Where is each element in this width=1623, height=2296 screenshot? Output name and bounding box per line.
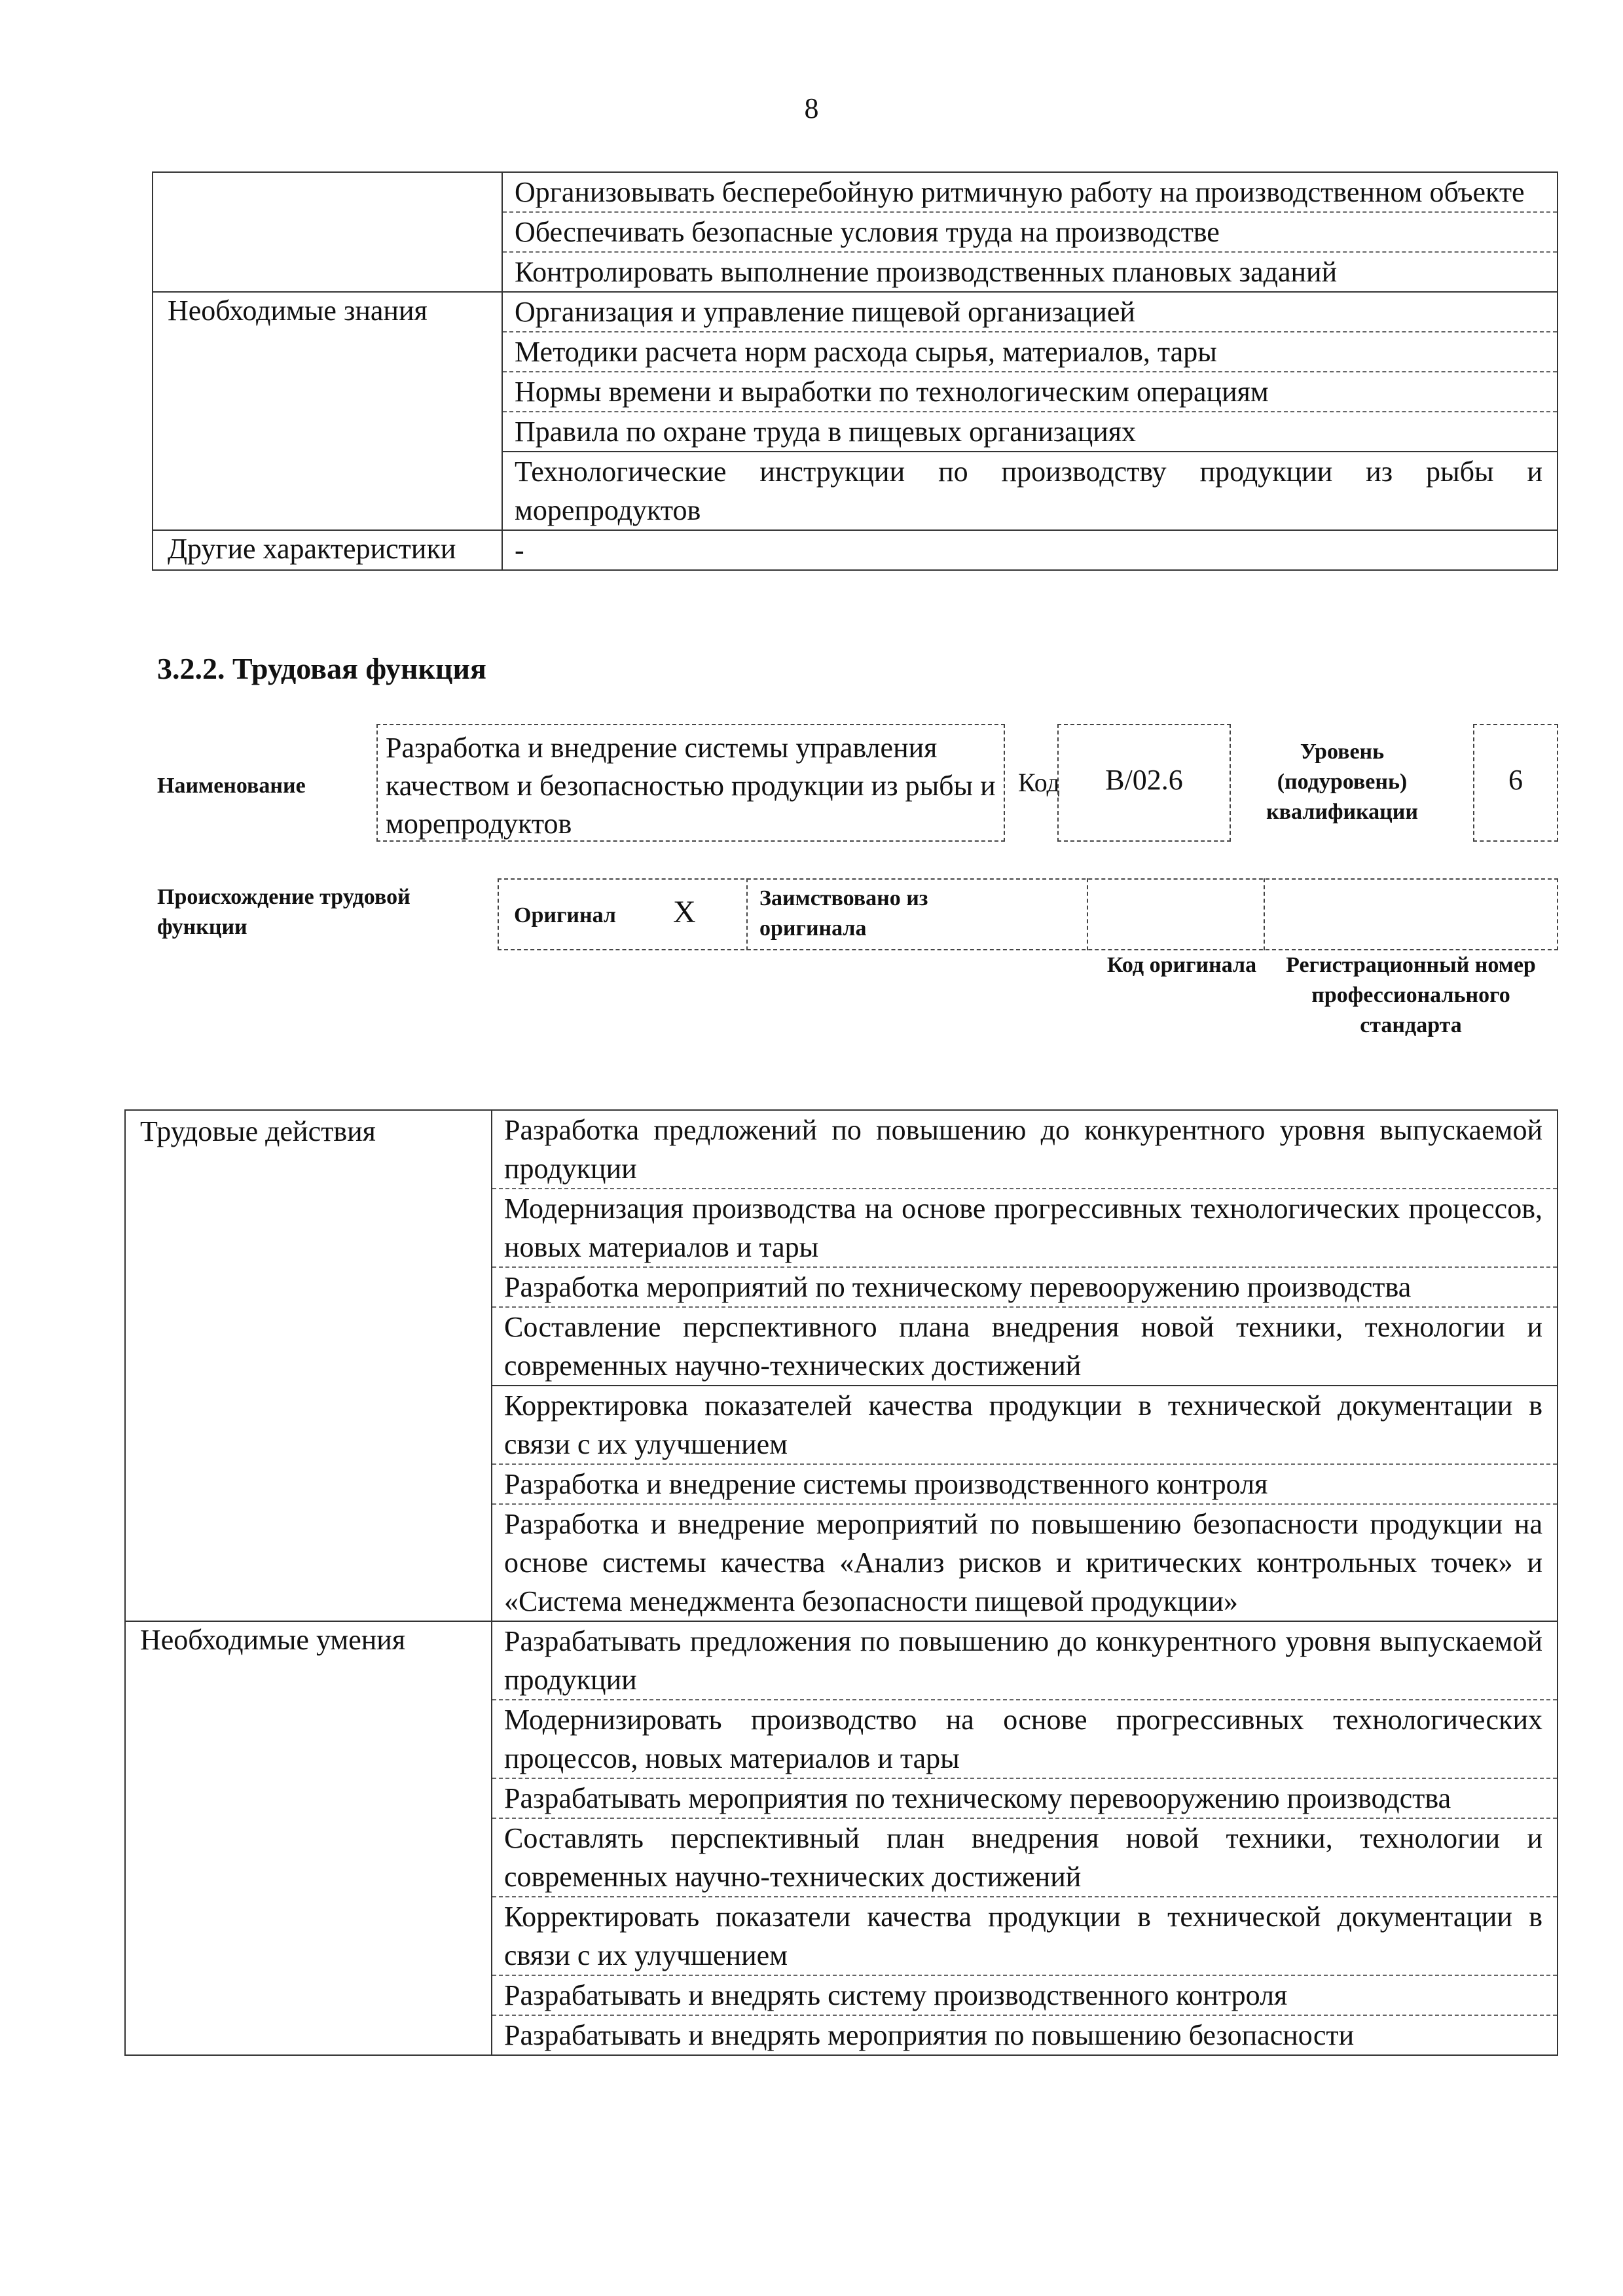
skills-knowledge-table [152,171,1558,571]
level-label: Уровень (подуровень) квалификации [1266,740,1418,824]
origin-label: Происхождение трудовой функции [157,885,410,939]
level-value: 6 [1508,764,1523,796]
original-mark: X [673,895,696,929]
knowledge-label: Необходимые знания [153,292,502,530]
list-item: Организация и управление пищевой организацией [503,293,1557,332]
list-item: Разработка и внедрение мероприятий по повышению безопасности продукции на основе системы качества «Анализ рисков и критических контрольных точек» и «Система менеджмента безопасности пищевой продукции» [504,1508,1542,1617]
list-item: Разработка предложений по повышению до конкурентного уровня выпускаемой продукции [492,1111,1557,1189]
table-row [125,1621,1558,2055]
list-item: Организовывать бесперебойную ритмичную работу на производственном объекте [503,173,1557,213]
row-label [153,172,502,292]
level-box [1473,724,1558,842]
borrowed-label: Заимствовано из оригинала [759,886,928,941]
table-row [125,1110,1558,1621]
list-item: Модернизировать производство на основе прогрессивных технологических процессов, новых материалов и тары [492,1700,1557,1779]
list-item: Разрабатывать и внедрять систему производственного контроля [492,1976,1557,2016]
list-item: Обеспечивать безопасные условия труда на производстве [503,213,1557,253]
list-item: Технологические инструкции по производству продукции из рыбы и морепродуктов [515,456,1542,526]
original-label: Оригинал [514,903,616,927]
actions-skills-table [124,1109,1558,2056]
list-item: Контролировать выполнение производственных плановых заданий [515,256,1338,288]
skills-list [492,1621,1558,2055]
list-item: Разработка и внедрение системы производственного контроля [492,1465,1557,1505]
list-item: Разрабатывать и внедрять мероприятия по повышению безопасности [504,2019,1355,2051]
row-items [502,530,1558,570]
actions-list [492,1110,1558,1621]
list-item: Составление перспективного плана внедрения новой техники, технологии и современных научно-технических достижений [492,1308,1557,1386]
code-label: Код [1018,768,1060,797]
name-label: Наименование [157,774,306,798]
other-characteristics-label: Другие характеристики [153,530,502,570]
function-name: Разработка и внедрение системы управления качеством и безопасностью продукции из рыбы и морепродуктов [386,732,996,840]
row-items [502,292,1558,530]
list-item: Нормы времени и выработки по технологическим операциям [503,372,1557,412]
actions-label: Трудовые действия [125,1110,492,1621]
table-row [153,292,1558,530]
page-number: 8 [804,92,819,124]
list-item: - [515,534,524,566]
list-item: Составлять перспективный план внедрения новой техники, технологии и современных научно-технических достижений [492,1819,1557,1897]
list-item: Корректировка показателей качества продукции в технической документации в связи с их улучшением [492,1386,1557,1465]
section-heading: 3.2.2. Трудовая функция [157,652,486,685]
list-item: Разработка мероприятий по техническому перевооружению производства [492,1268,1557,1308]
list-item: Методики расчета норм расхода сырья, материалов, тары [503,332,1557,372]
table-row [153,172,1558,292]
row-items [502,172,1558,292]
list-item: Модернизация производства на основе прогрессивных технологических процессов, новых материалов и тары [492,1189,1557,1268]
skills-label: Необходимые умения [125,1621,492,2055]
list-item: Разрабатывать мероприятия по техническому перевооружению производства [492,1779,1557,1819]
list-item: Корректировать показатели качества продукции в технической документации в связи с их улучшением [492,1897,1557,1976]
code-box [1057,724,1231,842]
list-item: Правила по охране труда в пищевых организациях [503,412,1557,452]
list-item: Разрабатывать предложения по повышению до конкурентного уровня выпускаемой продукции [492,1622,1557,1700]
code-value: B/02.6 [1105,764,1183,796]
origin-row [498,878,1558,950]
table-row [153,530,1558,570]
function-name-box [376,724,1005,842]
reg-number-caption: Регистрационный номер профессионального стандарта [1286,953,1536,1037]
code-original-caption: Код оригинала [1106,953,1257,977]
